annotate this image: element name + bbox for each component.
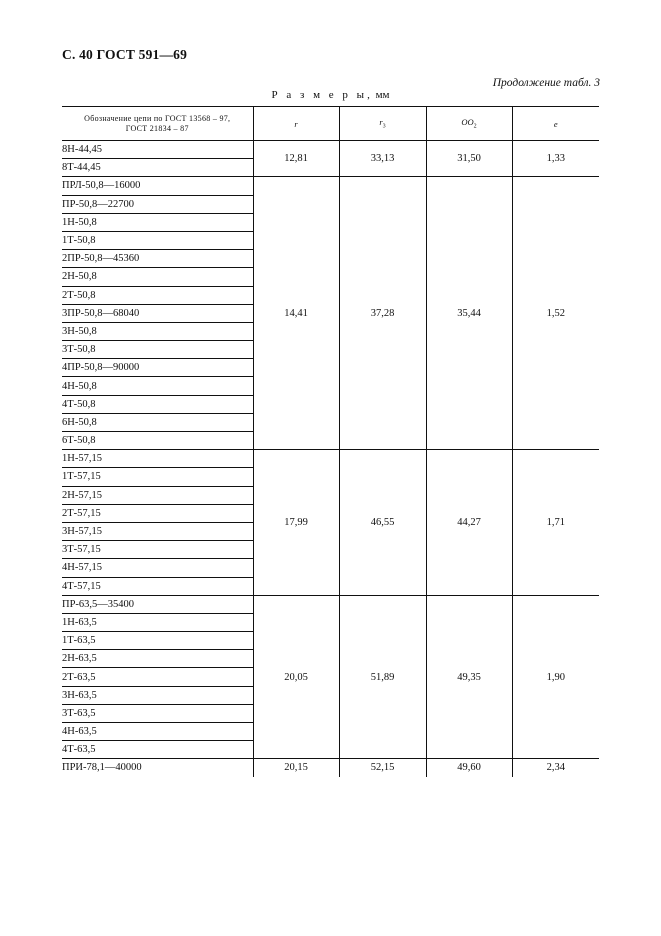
e-value-cell: 1,33 bbox=[512, 141, 599, 177]
chain-designation-cell: 2ПР-50,8—45360 bbox=[62, 250, 253, 268]
dimensions-caption bbox=[0, 89, 661, 101]
header-oo2 bbox=[426, 107, 512, 141]
chain-designation-cell: 2Т-63,5 bbox=[62, 668, 253, 686]
chain-designation-cell: 3Т-50,8 bbox=[62, 341, 253, 359]
chain-designation-cell: 3Т-57,15 bbox=[62, 541, 253, 559]
e-value-cell: 2,34 bbox=[512, 759, 599, 777]
oo2-value-cell: 31,50 bbox=[426, 141, 512, 177]
header-r3-symbol: r bbox=[379, 117, 383, 128]
table-header-row bbox=[62, 107, 599, 141]
table-row bbox=[62, 177, 599, 195]
chain-designation-cell: 1Т-50,8 bbox=[62, 231, 253, 249]
header-r3 bbox=[339, 107, 426, 141]
chain-designation-cell: 8Н-44,45 bbox=[62, 141, 253, 159]
chain-designation-cell: 2Н-57,15 bbox=[62, 486, 253, 504]
r-value-cell: 20,15 bbox=[253, 759, 339, 777]
oo2-value-cell: 49,60 bbox=[426, 759, 512, 777]
chain-designation-cell: ПР-63,5—35400 bbox=[62, 595, 253, 613]
oo2-value-cell: 44,27 bbox=[426, 450, 512, 596]
dimensions-table bbox=[62, 106, 599, 777]
header-oo2-symbol: OO bbox=[461, 117, 474, 128]
chain-designation-cell: 4ПР-50,8—90000 bbox=[62, 359, 253, 377]
chain-designation-cell: 4Т-63,5 bbox=[62, 741, 253, 759]
r-value-cell: 20,05 bbox=[253, 595, 339, 759]
chain-designation-cell: 4Н-50,8 bbox=[62, 377, 253, 395]
r3-value-cell: 51,89 bbox=[339, 595, 426, 759]
chain-designation-cell: 4Н-63,5 bbox=[62, 723, 253, 741]
chain-designation-cell: ПРЛ-50,8—16000 bbox=[62, 177, 253, 195]
r3-value-cell: 33,13 bbox=[339, 141, 426, 177]
chain-designation-cell: 1Т-63,5 bbox=[62, 632, 253, 650]
oo2-value-cell: 49,35 bbox=[426, 595, 512, 759]
dimensions-label: Р а з м е р ы, bbox=[271, 89, 373, 101]
chain-designation-cell: 4Т-57,15 bbox=[62, 577, 253, 595]
e-value-cell: 1,90 bbox=[512, 595, 599, 759]
header-r-symbol: r bbox=[294, 118, 298, 129]
chain-designation-cell: 4Т-50,8 bbox=[62, 395, 253, 413]
e-value-cell: 1,71 bbox=[512, 450, 599, 596]
table-row bbox=[62, 759, 599, 777]
chain-designation-cell: 3Т-63,5 bbox=[62, 704, 253, 722]
header-e-symbol: e bbox=[553, 118, 558, 129]
r-value-cell: 12,81 bbox=[253, 141, 339, 177]
chain-designation-cell: 3Н-63,5 bbox=[62, 686, 253, 704]
chain-designation-cell: 4Н-57,15 bbox=[62, 559, 253, 577]
page-header: С. 40 ГОСТ 591—69 bbox=[62, 47, 188, 62]
header-r bbox=[253, 107, 339, 141]
chain-designation-cell: 2Т-50,8 bbox=[62, 286, 253, 304]
chain-designation-cell: 1Н-63,5 bbox=[62, 613, 253, 631]
table-row bbox=[62, 450, 599, 468]
chain-designation-cell: 3Н-57,15 bbox=[62, 522, 253, 540]
chain-designation-cell: ПРИ-78,1—40000 bbox=[62, 759, 253, 777]
oo2-value-cell: 35,44 bbox=[426, 177, 512, 450]
chain-designation-cell: 2Н-63,5 bbox=[62, 650, 253, 668]
header-chain-designation-line1: Обозначение цепи по ГОСТ 13568 – 97, bbox=[84, 113, 231, 123]
chain-designation-cell: 2Н-50,8 bbox=[62, 268, 253, 286]
chain-designation-cell: 1Н-50,8 bbox=[62, 213, 253, 231]
r3-value-cell: 46,55 bbox=[339, 450, 426, 596]
table-row bbox=[62, 595, 599, 613]
e-value-cell: 1,52 bbox=[512, 177, 599, 450]
chain-designation-cell: 8Т-44,45 bbox=[62, 159, 253, 177]
header-chain-designation-line2: ГОСТ 21834 – 87 bbox=[125, 123, 189, 133]
header-r3-subscript: 3 bbox=[382, 123, 386, 130]
header-chain-designation bbox=[62, 107, 253, 141]
chain-designation-cell: 2Т-57,15 bbox=[62, 504, 253, 522]
chain-designation-cell: ПР-50,8—22700 bbox=[62, 195, 253, 213]
header-oo2-subscript: 2 bbox=[473, 123, 477, 130]
table-body bbox=[62, 141, 599, 777]
header-e bbox=[512, 107, 599, 141]
dimensions-unit: мм bbox=[372, 89, 390, 101]
r-value-cell: 17,99 bbox=[253, 450, 339, 596]
r-value-cell: 14,41 bbox=[253, 177, 339, 450]
chain-designation-cell: 6Н-50,8 bbox=[62, 413, 253, 431]
r3-value-cell: 37,28 bbox=[339, 177, 426, 450]
table-continuation-note: Продолжение табл. 3 bbox=[492, 77, 600, 89]
chain-designation-cell: 6Т-50,8 bbox=[62, 432, 253, 450]
r3-value-cell: 52,15 bbox=[339, 759, 426, 777]
chain-designation-cell: 1Н-57,15 bbox=[62, 450, 253, 468]
table-row bbox=[62, 141, 599, 159]
chain-designation-cell: 1Т-57,15 bbox=[62, 468, 253, 486]
chain-designation-cell: 3Н-50,8 bbox=[62, 322, 253, 340]
chain-designation-cell: 3ПР-50,8—68040 bbox=[62, 304, 253, 322]
